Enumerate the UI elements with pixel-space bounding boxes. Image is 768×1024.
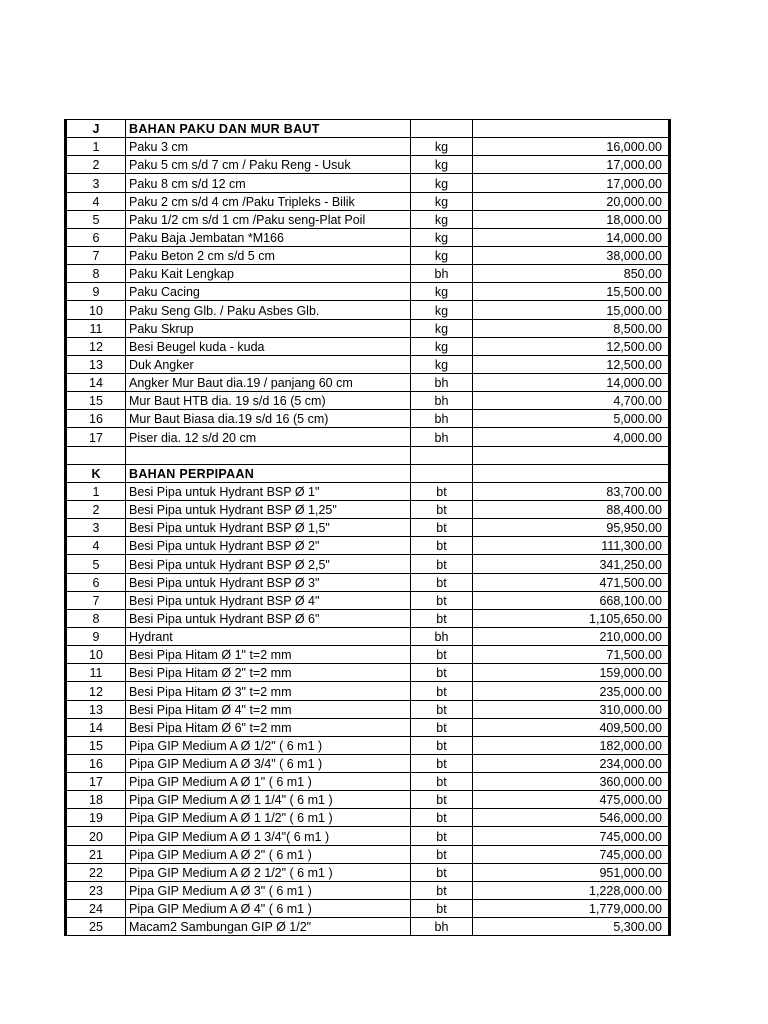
unit-cell[interactable]: kg (411, 228, 473, 246)
unit-cell[interactable]: bt (411, 754, 473, 772)
row-number-cell[interactable]: 2 (66, 500, 126, 518)
table-row (66, 845, 670, 863)
description-cell[interactable]: Pipa GIP Medium A Ø 2" ( 6 m1 ) (126, 845, 411, 863)
description-cell[interactable]: Angker Mur Baut dia.19 / panjang 60 cm (126, 373, 411, 391)
row-number-cell[interactable]: 24 (66, 900, 126, 918)
description-cell[interactable]: Mur Baut Biasa dia.19 s/d 16 (5 cm) (126, 410, 411, 428)
description-cell[interactable]: Besi Beugel kuda - kuda (126, 337, 411, 355)
description-cell[interactable]: Pipa GIP Medium A Ø 3" ( 6 m1 ) (126, 881, 411, 899)
empty-cell[interactable] (411, 464, 473, 482)
table-row (66, 392, 670, 410)
empty-cell[interactable] (411, 446, 473, 464)
unit-cell[interactable]: bt (411, 591, 473, 609)
price-cell[interactable]: 1,228,000.00 (473, 881, 670, 899)
description-cell[interactable]: Besi Pipa untuk Hydrant BSP Ø 6" (126, 609, 411, 627)
unit-cell[interactable]: bt (411, 500, 473, 518)
unit-cell[interactable]: bt (411, 609, 473, 627)
unit-cell[interactable]: bt (411, 791, 473, 809)
table-row (66, 863, 670, 881)
description-cell[interactable]: Paku Baja Jembatan *M166 (126, 228, 411, 246)
price-cell[interactable]: 83,700.00 (473, 482, 670, 500)
row-number-cell[interactable]: 13 (66, 355, 126, 373)
description-cell[interactable]: Mur Baut HTB dia. 19 s/d 16 (5 cm) (126, 392, 411, 410)
table-row (66, 537, 670, 555)
row-number-cell[interactable]: 4 (66, 537, 126, 555)
section-header-row (66, 464, 670, 482)
row-number-cell[interactable]: 8 (66, 609, 126, 627)
row-number-cell[interactable]: 1 (66, 138, 126, 156)
unit-cell[interactable]: bt (411, 537, 473, 555)
table-row (66, 773, 670, 791)
table-row (66, 373, 670, 391)
row-number-cell[interactable]: 10 (66, 301, 126, 319)
empty-cell[interactable] (473, 446, 670, 464)
price-cell[interactable]: 360,000.00 (473, 773, 670, 791)
unit-cell[interactable]: bt (411, 482, 473, 500)
price-cell[interactable]: 1,105,650.00 (473, 609, 670, 627)
description-cell[interactable]: Besi Pipa untuk Hydrant BSP Ø 1,5" (126, 519, 411, 537)
row-number-cell[interactable]: 23 (66, 881, 126, 899)
table-row (66, 591, 670, 609)
unit-cell[interactable]: bt (411, 809, 473, 827)
description-cell[interactable]: Besi Pipa Hitam Ø 6" t=2 mm (126, 718, 411, 736)
description-cell[interactable]: Duk Angker (126, 355, 411, 373)
price-cell[interactable]: 38,000.00 (473, 246, 670, 264)
unit-cell[interactable]: kg (411, 174, 473, 192)
price-cell[interactable]: 310,000.00 (473, 700, 670, 718)
empty-cell[interactable] (473, 464, 670, 482)
description-cell[interactable]: Piser dia. 12 s/d 20 cm (126, 428, 411, 446)
unit-cell[interactable]: bt (411, 773, 473, 791)
description-cell[interactable]: Pipa GIP Medium A Ø 1 3/4"( 6 m1 ) (126, 827, 411, 845)
description-cell[interactable]: Besi Pipa untuk Hydrant BSP Ø 4" (126, 591, 411, 609)
unit-cell[interactable]: bh (411, 918, 473, 936)
table-row (66, 918, 670, 936)
table-row (66, 355, 670, 373)
table-row (66, 609, 670, 627)
price-cell[interactable]: 234,000.00 (473, 754, 670, 772)
row-number-cell[interactable]: 17 (66, 428, 126, 446)
table-row (66, 228, 670, 246)
price-cell[interactable]: 182,000.00 (473, 736, 670, 754)
description-cell[interactable]: Paku 8 cm s/d 12 cm (126, 174, 411, 192)
price-table-body (66, 120, 670, 936)
description-cell[interactable]: Paku Cacing (126, 283, 411, 301)
row-number-cell[interactable]: 4 (66, 192, 126, 210)
price-cell[interactable]: 111,300.00 (473, 537, 670, 555)
price-cell[interactable]: 15,500.00 (473, 283, 670, 301)
row-number-cell[interactable]: 3 (66, 174, 126, 192)
row-number-cell[interactable]: 11 (66, 319, 126, 337)
section-code-cell[interactable]: K (66, 464, 126, 482)
description-cell[interactable]: Besi Pipa Hitam Ø 2" t=2 mm (126, 664, 411, 682)
row-number-cell[interactable]: 16 (66, 410, 126, 428)
row-number-cell[interactable]: 12 (66, 337, 126, 355)
table-row (66, 718, 670, 736)
price-cell[interactable]: 12,500.00 (473, 355, 670, 373)
price-cell[interactable]: 95,950.00 (473, 519, 670, 537)
unit-cell[interactable]: bh (411, 428, 473, 446)
price-cell[interactable]: 546,000.00 (473, 809, 670, 827)
row-number-cell[interactable]: 22 (66, 863, 126, 881)
empty-cell[interactable] (66, 446, 126, 464)
row-number-cell[interactable]: 15 (66, 736, 126, 754)
table-row (66, 265, 670, 283)
price-cell[interactable]: 17,000.00 (473, 156, 670, 174)
price-cell[interactable]: 5,000.00 (473, 410, 670, 428)
description-cell[interactable]: Pipa GIP Medium A Ø 2 1/2" ( 6 m1 ) (126, 863, 411, 881)
description-cell[interactable]: Paku Seng Glb. / Paku Asbes Glb. (126, 301, 411, 319)
table-row (66, 682, 670, 700)
table-row (66, 482, 670, 500)
description-cell[interactable]: Besi Pipa Hitam Ø 1" t=2 mm (126, 646, 411, 664)
description-cell[interactable]: Paku 3 cm (126, 138, 411, 156)
unit-cell[interactable]: kg (411, 301, 473, 319)
unit-cell[interactable]: bt (411, 881, 473, 899)
row-number-cell[interactable]: 7 (66, 591, 126, 609)
unit-cell[interactable]: bt (411, 646, 473, 664)
price-cell[interactable]: 210,000.00 (473, 627, 670, 645)
price-cell[interactable]: 12,500.00 (473, 337, 670, 355)
row-number-cell[interactable]: 17 (66, 773, 126, 791)
price-cell[interactable]: 16,000.00 (473, 138, 670, 156)
row-number-cell[interactable]: 1 (66, 482, 126, 500)
description-cell[interactable]: Paku 1/2 cm s/d 1 cm /Paku seng-Plat Poil (126, 210, 411, 228)
price-cell[interactable]: 5,300.00 (473, 918, 670, 936)
price-cell[interactable]: 88,400.00 (473, 500, 670, 518)
description-cell[interactable]: Besi Pipa Hitam Ø 4" t=2 mm (126, 700, 411, 718)
price-cell[interactable]: 17,000.00 (473, 174, 670, 192)
row-number-cell[interactable]: 10 (66, 646, 126, 664)
row-number-cell[interactable]: 7 (66, 246, 126, 264)
table-row (66, 791, 670, 809)
table-row (66, 192, 670, 210)
price-cell[interactable]: 409,500.00 (473, 718, 670, 736)
price-cell[interactable]: 18,000.00 (473, 210, 670, 228)
price-cell[interactable]: 1,779,000.00 (473, 900, 670, 918)
row-number-cell[interactable]: 6 (66, 228, 126, 246)
unit-cell[interactable]: bt (411, 682, 473, 700)
unit-cell[interactable]: kg (411, 138, 473, 156)
price-cell[interactable]: 341,250.00 (473, 555, 670, 573)
row-number-cell[interactable]: 14 (66, 718, 126, 736)
unit-cell[interactable]: kg (411, 355, 473, 373)
description-cell[interactable]: Pipa GIP Medium A Ø 1 1/4" ( 6 m1 ) (126, 791, 411, 809)
price-cell[interactable]: 850.00 (473, 265, 670, 283)
unit-cell[interactable]: bh (411, 627, 473, 645)
table-row (66, 174, 670, 192)
description-cell[interactable]: Paku Skrup (126, 319, 411, 337)
description-cell[interactable]: Besi Pipa Hitam Ø 3" t=2 mm (126, 682, 411, 700)
unit-cell[interactable]: bt (411, 863, 473, 881)
price-cell[interactable]: 745,000.00 (473, 827, 670, 845)
unit-cell[interactable]: bt (411, 718, 473, 736)
price-cell[interactable]: 71,500.00 (473, 646, 670, 664)
section-code-cell[interactable]: J (66, 120, 126, 138)
row-number-cell[interactable]: 21 (66, 845, 126, 863)
table-row (66, 736, 670, 754)
table-row (66, 700, 670, 718)
unit-cell[interactable]: bt (411, 845, 473, 863)
price-cell[interactable]: 8,500.00 (473, 319, 670, 337)
table-row (66, 881, 670, 899)
table-row (66, 573, 670, 591)
price-cell[interactable]: 745,000.00 (473, 845, 670, 863)
description-cell[interactable]: Pipa GIP Medium A Ø 1 1/2" ( 6 m1 ) (126, 809, 411, 827)
unit-cell[interactable]: bt (411, 700, 473, 718)
row-number-cell[interactable]: 3 (66, 519, 126, 537)
section-header-row (66, 120, 670, 138)
table-row (66, 428, 670, 446)
price-cell[interactable]: 14,000.00 (473, 373, 670, 391)
description-cell[interactable]: Pipa GIP Medium A Ø 4" ( 6 m1 ) (126, 900, 411, 918)
description-cell[interactable]: Macam2 Sambungan GIP Ø 1/2" (126, 918, 411, 936)
table-row (66, 210, 670, 228)
price-table (64, 119, 671, 936)
row-number-cell[interactable]: 19 (66, 809, 126, 827)
price-cell[interactable]: 15,000.00 (473, 301, 670, 319)
unit-cell[interactable]: kg (411, 283, 473, 301)
unit-cell[interactable]: kg (411, 246, 473, 264)
empty-cell[interactable] (411, 120, 473, 138)
unit-cell[interactable]: kg (411, 210, 473, 228)
price-cell[interactable]: 4,000.00 (473, 428, 670, 446)
table-row (66, 754, 670, 772)
unit-cell[interactable]: bt (411, 573, 473, 591)
unit-cell[interactable]: bt (411, 736, 473, 754)
unit-cell[interactable]: bt (411, 900, 473, 918)
table-row (66, 410, 670, 428)
row-number-cell[interactable]: 9 (66, 283, 126, 301)
table-row (66, 827, 670, 845)
table-row (66, 138, 670, 156)
unit-cell[interactable]: kg (411, 156, 473, 174)
table-row (66, 900, 670, 918)
row-number-cell[interactable]: 6 (66, 573, 126, 591)
table-row (66, 664, 670, 682)
table-row (66, 156, 670, 174)
unit-cell[interactable]: bt (411, 664, 473, 682)
table-row (66, 246, 670, 264)
price-cell[interactable]: 4,700.00 (473, 392, 670, 410)
row-number-cell[interactable]: 11 (66, 664, 126, 682)
table-row (66, 646, 670, 664)
price-cell[interactable]: 668,100.00 (473, 591, 670, 609)
row-number-cell[interactable]: 8 (66, 265, 126, 283)
description-cell[interactable]: Paku 2 cm s/d 4 cm /Paku Tripleks - Bilik (126, 192, 411, 210)
price-cell[interactable]: 951,000.00 (473, 863, 670, 881)
unit-cell[interactable]: kg (411, 337, 473, 355)
description-cell[interactable]: Paku Kait Lengkap (126, 265, 411, 283)
table-row (66, 500, 670, 518)
row-number-cell[interactable]: 25 (66, 918, 126, 936)
table-row (66, 627, 670, 645)
row-number-cell[interactable]: 20 (66, 827, 126, 845)
unit-cell[interactable]: bh (411, 373, 473, 391)
description-cell[interactable]: Hydrant (126, 627, 411, 645)
section-title-cell[interactable]: BAHAN PERPIPAAN (126, 464, 411, 482)
price-cell[interactable]: 20,000.00 (473, 192, 670, 210)
price-cell[interactable]: 475,000.00 (473, 791, 670, 809)
unit-cell[interactable]: bt (411, 555, 473, 573)
table-row (66, 283, 670, 301)
description-cell[interactable]: Besi Pipa untuk Hydrant BSP Ø 2" (126, 537, 411, 555)
unit-cell[interactable]: bh (411, 392, 473, 410)
row-number-cell[interactable]: 12 (66, 682, 126, 700)
unit-cell[interactable]: bt (411, 519, 473, 537)
description-cell[interactable]: Pipa GIP Medium A Ø 1" ( 6 m1 ) (126, 773, 411, 791)
description-cell[interactable]: Paku 5 cm s/d 7 cm / Paku Reng - Usuk (126, 156, 411, 174)
unit-cell[interactable]: bh (411, 410, 473, 428)
row-number-cell[interactable]: 5 (66, 555, 126, 573)
description-cell[interactable]: Besi Pipa untuk Hydrant BSP Ø 1,25" (126, 500, 411, 518)
row-number-cell[interactable]: 9 (66, 627, 126, 645)
unit-cell[interactable]: kg (411, 192, 473, 210)
section-title-cell[interactable]: BAHAN PAKU DAN MUR BAUT (126, 120, 411, 138)
row-number-cell[interactable]: 14 (66, 373, 126, 391)
row-number-cell[interactable]: 5 (66, 210, 126, 228)
empty-cell[interactable] (126, 446, 411, 464)
row-number-cell[interactable]: 15 (66, 392, 126, 410)
description-cell[interactable]: Besi Pipa untuk Hydrant BSP Ø 1" (126, 482, 411, 500)
table-row (66, 555, 670, 573)
row-number-cell[interactable]: 13 (66, 700, 126, 718)
table-row (66, 519, 670, 537)
description-cell[interactable]: Besi Pipa untuk Hydrant BSP Ø 3" (126, 573, 411, 591)
unit-cell[interactable]: bh (411, 265, 473, 283)
row-number-cell[interactable]: 16 (66, 754, 126, 772)
unit-cell[interactable]: kg (411, 319, 473, 337)
table-row (66, 301, 670, 319)
row-number-cell[interactable]: 18 (66, 791, 126, 809)
table-row (66, 319, 670, 337)
table-row (66, 809, 670, 827)
description-cell[interactable]: Pipa GIP Medium A Ø 1/2" ( 6 m1 ) (126, 736, 411, 754)
price-cell[interactable]: 235,000.00 (473, 682, 670, 700)
description-cell[interactable]: Besi Pipa untuk Hydrant BSP Ø 2,5" (126, 555, 411, 573)
price-cell[interactable]: 159,000.00 (473, 664, 670, 682)
unit-cell[interactable]: bt (411, 827, 473, 845)
spacer-row (66, 446, 670, 464)
row-number-cell[interactable]: 2 (66, 156, 126, 174)
empty-cell[interactable] (473, 120, 670, 138)
price-cell[interactable]: 14,000.00 (473, 228, 670, 246)
description-cell[interactable]: Paku Beton 2 cm s/d 5 cm (126, 246, 411, 264)
price-cell[interactable]: 471,500.00 (473, 573, 670, 591)
description-cell[interactable]: Pipa GIP Medium A Ø 3/4" ( 6 m1 ) (126, 754, 411, 772)
table-row (66, 337, 670, 355)
